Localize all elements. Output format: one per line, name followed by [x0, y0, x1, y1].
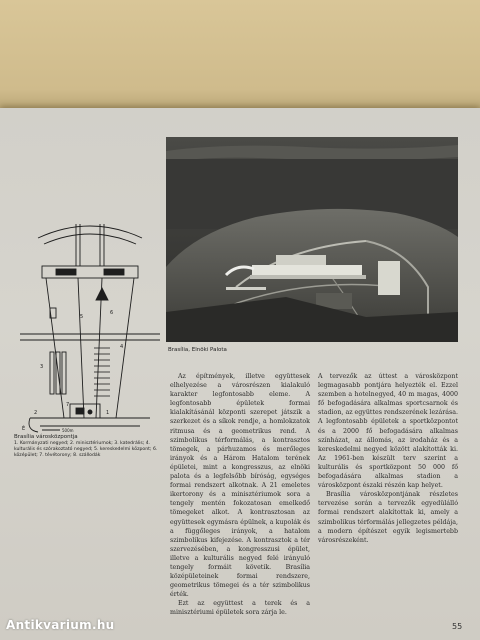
- site-plan-svg: [20, 218, 160, 434]
- svg-text:5: 5: [80, 314, 84, 320]
- plan-scale-label: 500m: [62, 428, 74, 433]
- photo-caption: Brasília, Elnöki Palota: [168, 347, 227, 353]
- paragraph: Brasília városközpontjának részletes tervezése során a tervezők egyedülálló formai rendszert alakítottak ki, amely a szimbolikus térformálás jellegzetes példája, a modern építészet egyik legismertebb városrészeként.: [318, 491, 458, 544]
- svg-text:1: 1: [106, 410, 110, 416]
- plan-north-label: É: [22, 426, 26, 432]
- plan-caption-detail: 1. Kormányzati negyed; 2. minisztériumok; 3. katedrális; 4. kulturális és szórakoztató negyed; 5. kereskedelmi központ; 6. középület; 7. tévétorony; 8. szállodák: [14, 441, 158, 458]
- aerial-photo: [166, 137, 458, 342]
- background-surface: [0, 0, 480, 112]
- aerial-photo-image: [166, 137, 458, 342]
- paragraph: Az építmények, illetve együttesek elhelyezése a városrészen kialakuló karakter legfontosabb eleme. A legfontosabb épületek formai kialakításánál központi szerepet játszik a szerkezet és a síkok rendje, a homlokzatok ritmusa és a geometrikus rend. A szimbolikus térformálás, a kontrasztos tömegek, a párhuzamos és merőleges irányok és a Három Hatalom terének épületei, mint a kongresszus, az elnöki palota és a legfelsőbb bíróság, egységes formai rendszert alkotnak. A 21 emeletes ikertorony és a minisztériumok sora a tengely mentén fokozatosan emelkedő tömegeket alkot. A kontrasztosan az együttesek egymásra épülnek, a kupolák és a függőleges irányok, a hatalom szimbolikus kifejezése. A kontrasztok a tér szervezésében, a kongresszusi épület, illetve a kulturális negyed felé irányuló tengely formáit követik. Brasília középületeinek formai rendszere, geometrikus tömegei és a tér szimbolikus érték.: [170, 373, 310, 599]
- paragraph: A tervezők az úttest a városközpont legmagasabb pontjára helyezték el. Ezzel szemben a hotelnegyed, 40 m magas, 4000 fő befogadására alkalmas sportcsarnok és stadion, az együttes rendszerének lezárása. A legfontosabb épületek a sportközpontot és a 2000 fő befogadására alkalmas színházat, az állomás, az irodaház és a kereskedelmi negyed között alakították ki. Az 1961-ben készült terv szerint a kulturális és sportközpont 50 000 fő befogadására alkalmas stadion a városközpont északi részén kap helyet.: [318, 373, 458, 490]
- watermark-logo: Antikvarium.hu: [6, 618, 115, 632]
- svg-text:3: 3: [40, 364, 44, 370]
- svg-text:6: 6: [110, 310, 114, 316]
- plan-caption: [14, 434, 164, 459]
- site-plan-drawing: [20, 218, 160, 434]
- svg-text:7: 7: [66, 402, 70, 408]
- plan-caption-title: Brasília városközpontja: [14, 434, 78, 440]
- page-number: 55: [452, 622, 463, 631]
- svg-text:2: 2: [34, 410, 38, 416]
- text-column-left: [170, 372, 310, 618]
- text-column-right: [318, 372, 458, 545]
- svg-text:4: 4: [120, 344, 124, 350]
- paragraph: Ezt az együttest a terek és a minisztériumi épületek sora zárja le.: [170, 600, 310, 617]
